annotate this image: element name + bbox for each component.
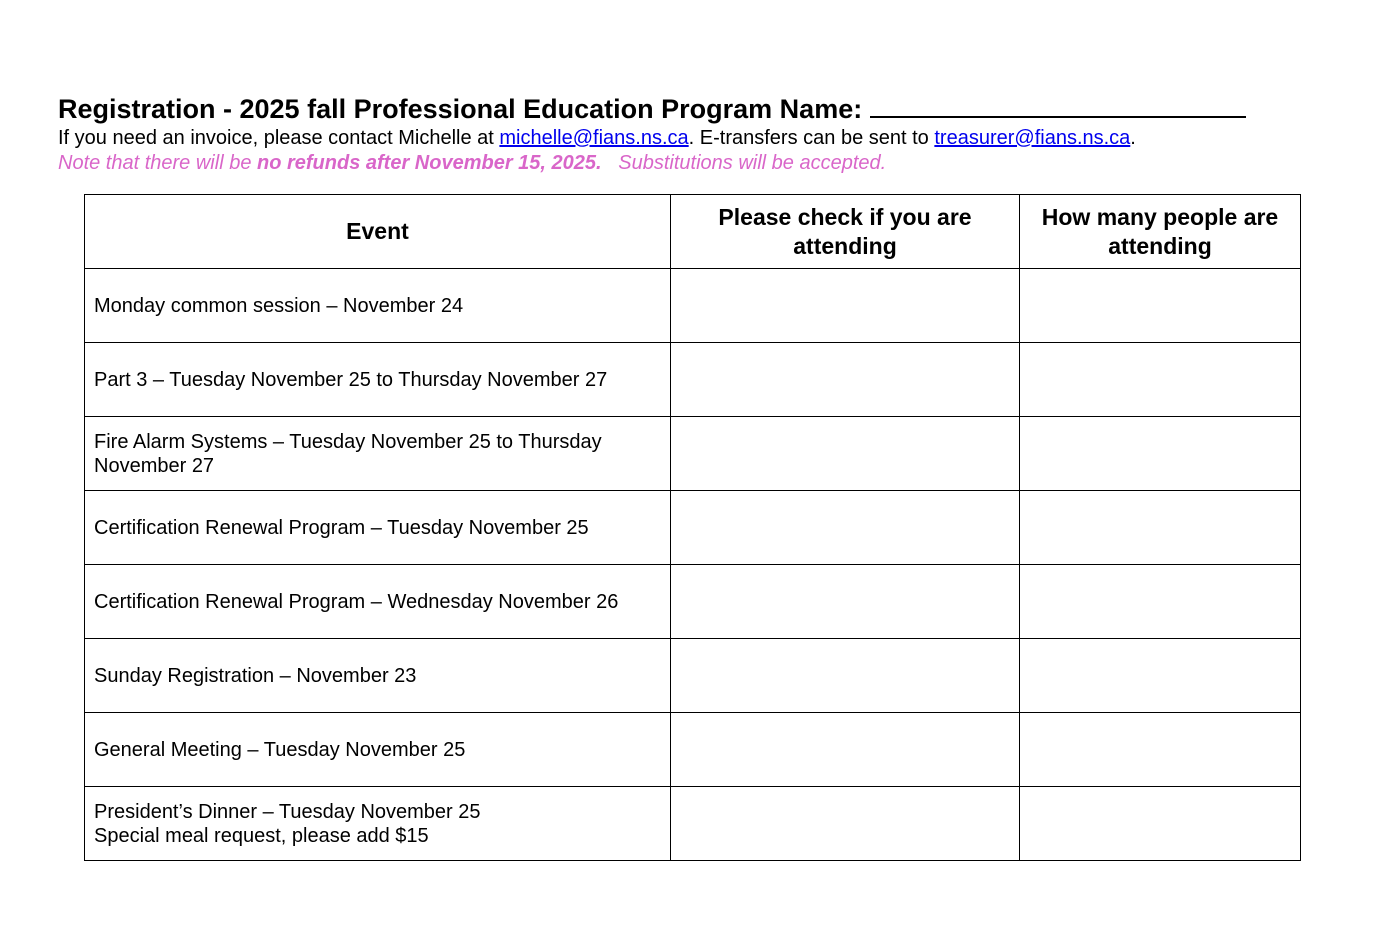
table-row	[85, 639, 1301, 713]
registration-table	[84, 194, 1301, 861]
table-row	[85, 787, 1301, 861]
people-count-cell[interactable]	[1020, 639, 1301, 713]
attending-check-cell[interactable]	[671, 491, 1020, 565]
attending-check-cell[interactable]	[671, 269, 1020, 343]
column-header-attending: Please check if you are attending	[671, 195, 1020, 269]
people-count-cell[interactable]	[1020, 787, 1301, 861]
event-name-line: Special meal request, please add $15	[94, 824, 429, 847]
info-prefix: If you need an invoice, please contact Michelle at	[58, 127, 500, 149]
page-title	[58, 92, 1358, 126]
name-blank-line[interactable]	[870, 94, 1246, 118]
people-count-cell[interactable]	[1020, 713, 1301, 787]
people-count-cell[interactable]	[1020, 565, 1301, 639]
table-row	[85, 491, 1301, 565]
invoice-info	[58, 126, 1358, 150]
event-name-line: November 27	[94, 454, 215, 477]
event-name-cell	[85, 269, 671, 343]
attending-check-cell[interactable]	[671, 343, 1020, 417]
info-middle: . E-transfers can be sent to	[688, 127, 935, 149]
table-row	[85, 417, 1301, 491]
attending-check-cell[interactable]	[671, 713, 1020, 787]
table-row	[85, 565, 1301, 639]
table-row	[85, 343, 1301, 417]
event-name-cell	[85, 713, 671, 787]
event-name-cell	[85, 343, 671, 417]
event-name-line: Certification Renewal Program – Tuesday November 25	[94, 516, 589, 539]
title-text: Registration - 2025 fall Professional Education Program Name:	[58, 94, 863, 124]
event-name-cell	[85, 639, 671, 713]
info-suffix: .	[1130, 127, 1136, 149]
attending-check-cell[interactable]	[671, 417, 1020, 491]
note-bold: no refunds after November 15, 2025.	[257, 152, 602, 174]
people-count-cell[interactable]	[1020, 417, 1301, 491]
event-name-cell	[85, 565, 671, 639]
event-name-line: Fire Alarm Systems – Tuesday November 25 to Thursday	[94, 430, 602, 453]
people-count-cell[interactable]	[1020, 269, 1301, 343]
event-name-line: Part 3 – Tuesday November 25 to Thursday November 27	[94, 368, 608, 391]
event-name-cell	[85, 491, 671, 565]
event-name-line: Monday common session – November 24	[94, 294, 464, 317]
column-header-event: Event	[85, 195, 671, 269]
attending-check-cell[interactable]	[671, 565, 1020, 639]
people-count-cell[interactable]	[1020, 491, 1301, 565]
attending-check-cell[interactable]	[671, 787, 1020, 861]
event-name-line: President’s Dinner – Tuesday November 25	[94, 800, 481, 823]
table-header-row	[85, 195, 1301, 269]
event-name-cell	[85, 787, 671, 861]
event-name-line: Sunday Registration – November 23	[94, 664, 417, 687]
table-row	[85, 713, 1301, 787]
refund-note	[58, 150, 1358, 176]
note-suffix: Substitutions will be accepted.	[601, 152, 887, 174]
document-header	[58, 92, 1358, 176]
invoice-email-link[interactable]: michelle@fians.ns.ca	[499, 127, 689, 149]
table-row	[85, 269, 1301, 343]
column-header-people-count: How many people are attending	[1020, 195, 1301, 269]
event-name-line: Certification Renewal Program – Wednesday November 26	[94, 590, 619, 613]
attending-check-cell[interactable]	[671, 639, 1020, 713]
event-name-line: General Meeting – Tuesday November 25	[94, 738, 466, 761]
note-prefix: Note that there will be	[58, 152, 257, 174]
table-body	[85, 269, 1301, 861]
etransfer-email-link[interactable]: treasurer@fians.ns.ca	[934, 127, 1131, 149]
event-name-cell	[85, 417, 671, 491]
people-count-cell[interactable]	[1020, 343, 1301, 417]
